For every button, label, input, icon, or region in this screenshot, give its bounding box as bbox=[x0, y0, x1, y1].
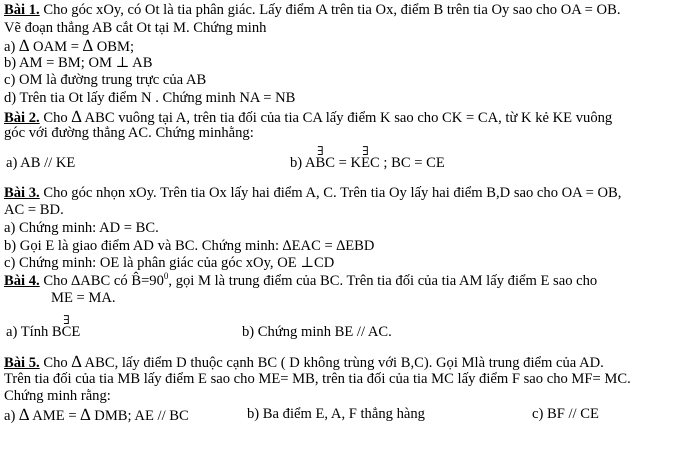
b4-text-c: , gọi M là trung điểm của BC. Trên tia đối của tia AM lấy điểm E sao cho bbox=[168, 272, 598, 289]
b5-line2: Trên tia đối của tia MB lấy điểm E sao cho ME= MB, trên tia đối của tia MC lấy điểm F sao cho MF= MC. bbox=[4, 370, 631, 387]
b2-parts bbox=[4, 143, 696, 177]
b3-part-a: a) Chứng minh: AD = BC. bbox=[4, 219, 159, 236]
b1-line1 bbox=[4, 2, 696, 20]
b2-title: Bài 2. bbox=[4, 109, 40, 126]
b5-a-end: DMB; AE // BC bbox=[90, 407, 189, 424]
b1-text: Cho góc xOy, có Ot là tia phân giác. Lấy điểm A trên tia Ox, điểm B trên tia Oy sao cho OA = OB. bbox=[39, 2, 621, 18]
triangle-symbol: ∆ bbox=[19, 404, 30, 424]
b2-b-angle2: E bbox=[361, 154, 371, 171]
b5-a-mid: AME = bbox=[29, 407, 81, 424]
b5-title: Bài 5. bbox=[4, 354, 40, 371]
b3-text: Cho góc nhọn xOy. Trên tia Ox lấy hai điểm A, C. Trên tia Oy lấy hai điểm B,D sao cho OA = OB, bbox=[39, 184, 622, 201]
b3-part-b: b) Gọi E là giao điểm AD và BC. Chứng minh: ∆EAC = ∆EBD bbox=[4, 237, 375, 254]
b1-a-mid: OAM = bbox=[29, 39, 83, 56]
b4-a-angle: C bbox=[61, 323, 72, 340]
b1-a-prefix: a) bbox=[4, 39, 19, 56]
b2-part-a: a) AB // KE bbox=[6, 154, 76, 171]
b2-line2: góc với đường thẳng AC. Chứng minhằng: bbox=[4, 125, 254, 142]
b5-line3: Chứng minh rằng: bbox=[4, 388, 111, 405]
b5-line1 bbox=[4, 353, 696, 371]
b2-part-b bbox=[290, 143, 445, 173]
b4-parts bbox=[4, 308, 696, 344]
b1-part-d: d) Trên tia Ot lấy điểm N . Chứng minh NA = NB bbox=[4, 89, 296, 106]
b1-part-c: c) OM là đường trung trực của AB bbox=[4, 72, 207, 89]
b5-parts bbox=[4, 406, 696, 424]
b2-text-b: ABC vuông tại A, trên tia đối của tia CA lấy điểm K sao cho CK = CA, từ K kẻ KE vuông bbox=[81, 109, 613, 126]
angle-mark bbox=[361, 143, 371, 173]
b5-text-a: Cho bbox=[39, 354, 72, 371]
b1-part-b: b) AM = BM; OM ⊥ AB bbox=[4, 54, 153, 71]
triangle-symbol: ∆ bbox=[71, 351, 82, 371]
b4-a-prefix: a) Tính B bbox=[6, 323, 62, 340]
b4-a-end: E bbox=[71, 323, 81, 340]
b2-b-prefix: b) A bbox=[290, 154, 316, 171]
b4-angle-b: B bbox=[131, 272, 142, 289]
b5-a-prefix: a) bbox=[4, 407, 19, 424]
triangle-symbol: ∆ bbox=[71, 106, 82, 126]
b4-degree: 0 bbox=[163, 270, 169, 281]
b1-a-end: OBM; bbox=[93, 39, 134, 56]
b4-line1 bbox=[4, 270, 696, 291]
triangle-symbol: ∆ bbox=[82, 36, 94, 56]
triangle-symbol: ∆ bbox=[80, 404, 91, 424]
b2-b-end: C ; BC = CE bbox=[370, 154, 445, 171]
b5-part-c: c) BF // CE bbox=[532, 405, 599, 422]
b4-text-a: Cho ∆ABC có bbox=[39, 272, 132, 289]
b5-text-b: ABC, lấy điểm D thuộc cạnh BC ( D không trùng với B,C). Gọi Mlà trung điểm của AD. bbox=[81, 354, 604, 371]
b2-text-a: Cho bbox=[39, 109, 72, 126]
b1-line2: Vẽ đoạn thẳng AB cắt Ot tại M. Chứng minh bbox=[4, 19, 267, 36]
exercise-sheet bbox=[4, 2, 696, 423]
b3-line1 bbox=[4, 185, 696, 203]
angle-mark bbox=[61, 312, 72, 342]
b4-text-b: =90 bbox=[141, 272, 164, 289]
b3-part-c: c) Chứng minh: OE là phân giác của góc xOy, OE ⊥CD bbox=[4, 255, 335, 272]
b5-part-b: b) Ba điểm E, A, F thẳng hàng bbox=[247, 405, 425, 422]
exists-symbol: ∃ bbox=[362, 143, 369, 158]
b4-line2: ME = MA. bbox=[51, 290, 116, 307]
exists-symbol: ∃ bbox=[63, 312, 70, 327]
b3-title: Bài 3. bbox=[4, 184, 40, 201]
b2-line1 bbox=[4, 108, 696, 126]
exists-symbol: ∃ bbox=[317, 143, 324, 158]
b2-b-mid: C = K bbox=[325, 154, 362, 171]
b1-title: Bài 1. bbox=[4, 2, 40, 18]
b1-part-a bbox=[4, 37, 696, 55]
b2-b-angle1: B bbox=[315, 154, 326, 171]
b3-line2: AC = BD. bbox=[4, 202, 64, 219]
b4-part-b: b) Chứng minh BE // AC. bbox=[242, 323, 392, 340]
b4-part-a bbox=[6, 312, 81, 342]
triangle-symbol: ∆ bbox=[19, 36, 30, 56]
angle-mark bbox=[315, 143, 326, 173]
b4-title: Bài 4. bbox=[4, 272, 40, 289]
b5-part-a bbox=[4, 406, 189, 426]
